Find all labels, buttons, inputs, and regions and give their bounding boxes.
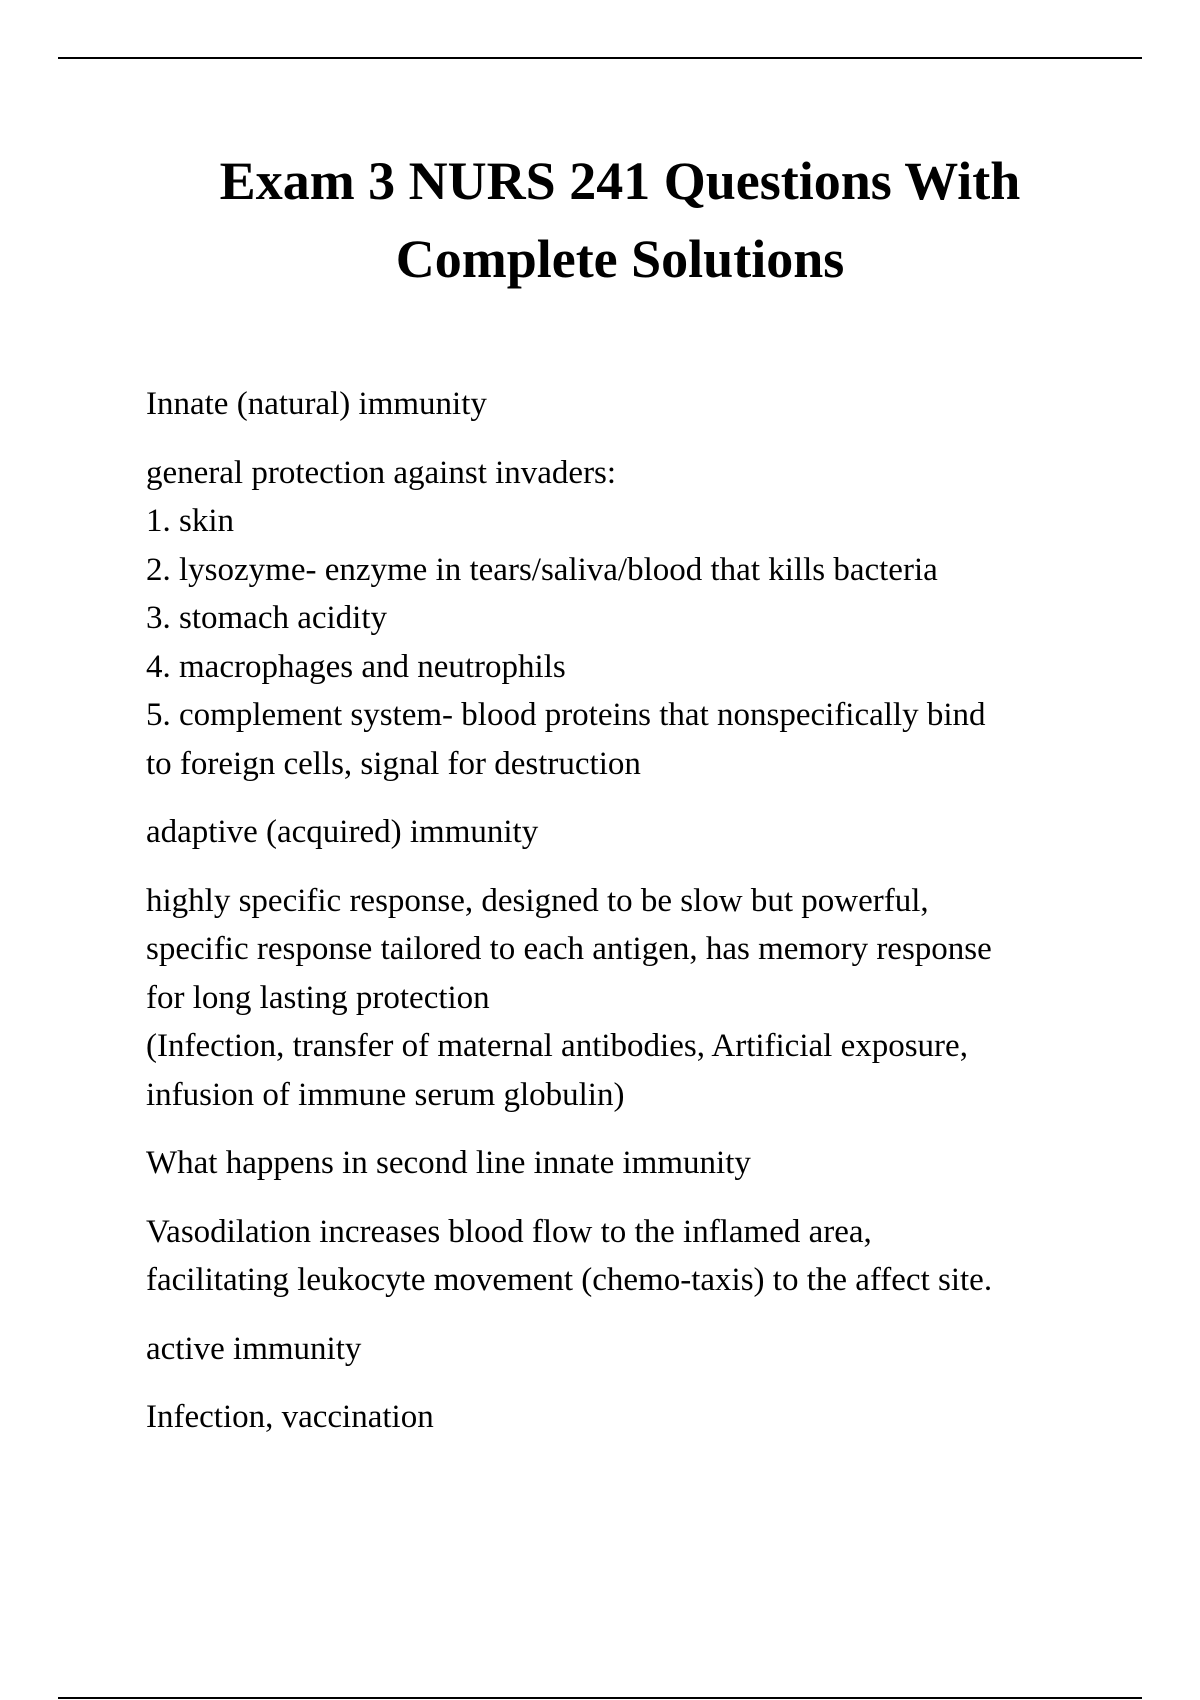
definition-line: highly specific response, designed to be slow but powerful,: [146, 882, 929, 919]
definition-line: 4. macrophages and neutrophils: [146, 648, 566, 685]
card-definition: [146, 877, 1146, 1120]
definition-line: to foreign cells, signal for destruction: [146, 745, 641, 782]
definition-line: Infection, vaccination: [146, 1399, 434, 1435]
top-rule: [58, 57, 1142, 59]
definition-line: Vasodilation increases blood flow to the inflamed area,: [146, 1213, 872, 1250]
definition-line: infusion of immune serum globulin): [146, 1076, 625, 1113]
definition-line: specific response tailored to each antigen, has memory response: [146, 931, 992, 967]
definition-line: 2. lysozyme- enzyme in tears/saliva/blood that kills bacteria: [146, 551, 938, 588]
card-term: What happens in second line innate immunity: [146, 1145, 751, 1181]
card-definition: [146, 1393, 1146, 1442]
definition-line: general protection against invaders:: [146, 454, 617, 491]
bottom-rule: [58, 1697, 1142, 1699]
document-title: [100, 142, 1140, 298]
card-term: Innate (natural) immunity: [146, 386, 487, 422]
definition-line: for long lasting protection: [146, 979, 490, 1016]
definition-line: 5. complement system- blood proteins that nonspecifically bind: [146, 697, 986, 733]
flashcard-list: [146, 380, 1146, 1462]
title-line: Exam 3 NURS 241 Questions With: [219, 151, 1021, 211]
card-definition: [146, 449, 1146, 789]
card-term: active immunity: [146, 1330, 362, 1367]
definition-line: 3. stomach acidity: [146, 600, 388, 636]
definition-line: 1. skin: [146, 503, 235, 539]
card-term: adaptive (acquired) immunity: [146, 814, 539, 850]
definition-line: facilitating leukocyte movement (chemo-taxis) to the affect site.: [146, 1262, 993, 1298]
card-definition: [146, 1208, 1146, 1305]
definition-line: (Infection, transfer of maternal antibodies, Artificial exposure,: [146, 1028, 968, 1064]
title-line: Complete Solutions: [395, 229, 845, 289]
